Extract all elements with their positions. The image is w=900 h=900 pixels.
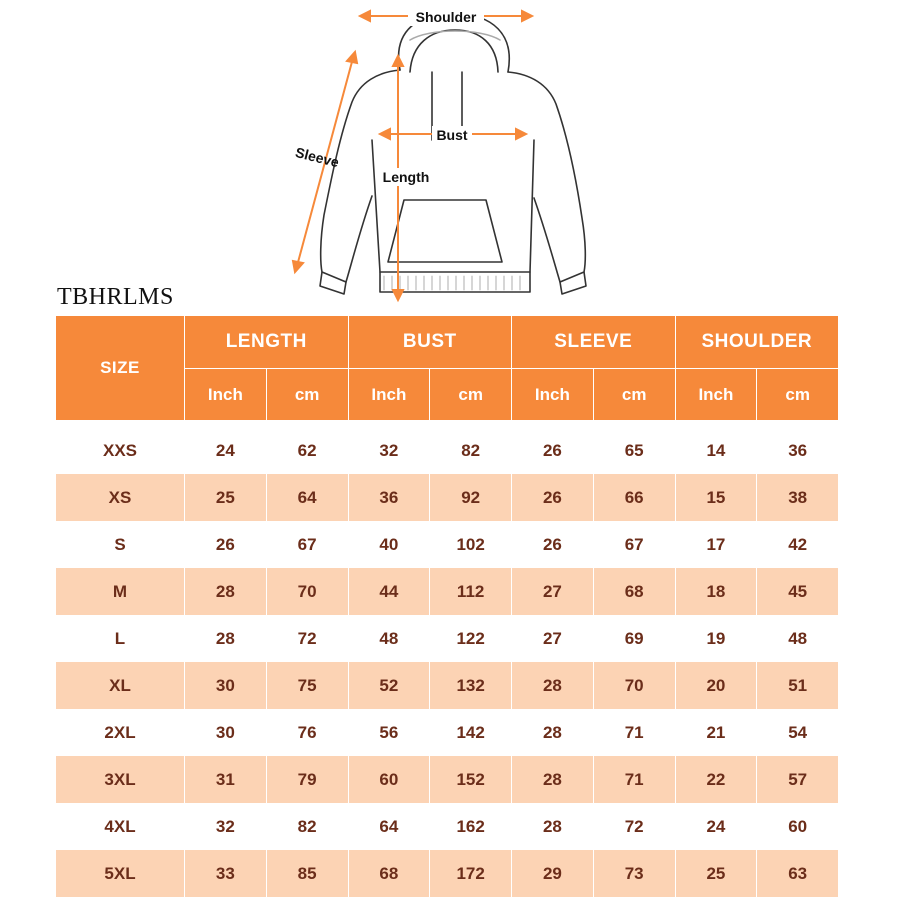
bust-inch-cell: 56	[348, 709, 430, 756]
shoulder-cm-cell: 54	[757, 709, 839, 756]
table-body	[56, 421, 839, 898]
size-cell: XXS	[56, 427, 185, 474]
shoulder-inch-cell: 17	[675, 521, 757, 568]
length-inch-cell: 25	[185, 474, 267, 521]
sleeve-inch-cell: 26	[512, 521, 594, 568]
bust-inch-cell: 32	[348, 427, 430, 474]
bust-inch-cell: 40	[348, 521, 430, 568]
size-chart	[55, 315, 838, 897]
sleeve-group-header: SLEEVE	[512, 316, 676, 369]
sleeve-inch-cell: 28	[512, 756, 594, 803]
shoulder-cm-cell: 38	[757, 474, 839, 521]
length-label: Length	[382, 169, 430, 185]
sleeve-cm-cell: 69	[593, 615, 675, 662]
size-column-header: SIZE	[56, 316, 185, 421]
table-row	[56, 568, 839, 615]
bust-group-header: BUST	[348, 316, 512, 369]
sleeve-cm-cell: 73	[593, 850, 675, 897]
size-cell: 3XL	[56, 756, 185, 803]
bust-label: Bust	[436, 127, 468, 143]
sleeve-cm-cell: 67	[593, 521, 675, 568]
sleeve-inch-cell: 28	[512, 662, 594, 709]
shoulder-cm-cell: 60	[757, 803, 839, 850]
header-row-groups	[56, 316, 839, 369]
length-cm-cell: 72	[266, 615, 348, 662]
size-table	[55, 315, 839, 897]
size-cell: S	[56, 521, 185, 568]
table-row	[56, 427, 839, 474]
length-inch-cell: 30	[185, 709, 267, 756]
sleeve-cm-cell: 71	[593, 756, 675, 803]
shoulder-inch-cell: 19	[675, 615, 757, 662]
length-inch-header: Inch	[185, 369, 267, 421]
sleeve-inch-cell: 26	[512, 427, 594, 474]
bust-inch-cell: 36	[348, 474, 430, 521]
length-inch-cell: 26	[185, 521, 267, 568]
sleeve-inch-cell: 28	[512, 709, 594, 756]
shoulder-inch-cell: 18	[675, 568, 757, 615]
bust-cm-cell: 152	[430, 756, 512, 803]
shoulder-cm-cell: 57	[757, 756, 839, 803]
bust-cm-cell: 112	[430, 568, 512, 615]
size-cell: XS	[56, 474, 185, 521]
bust-cm-cell: 172	[430, 850, 512, 897]
length-inch-cell: 31	[185, 756, 267, 803]
length-cm-cell: 70	[266, 568, 348, 615]
sleeve-inch-header: Inch	[512, 369, 594, 421]
bust-cm-cell: 142	[430, 709, 512, 756]
length-cm-cell: 79	[266, 756, 348, 803]
table-row	[56, 756, 839, 803]
bust-inch-cell: 52	[348, 662, 430, 709]
sleeve-inch-cell: 27	[512, 568, 594, 615]
length-inch-cell: 33	[185, 850, 267, 897]
bust-inch-cell: 68	[348, 850, 430, 897]
sleeve-inch-cell: 29	[512, 850, 594, 897]
size-cell: L	[56, 615, 185, 662]
brand-name: TBHRLMS	[57, 284, 174, 310]
length-inch-cell: 28	[185, 615, 267, 662]
table-row	[56, 850, 839, 897]
length-inch-cell: 30	[185, 662, 267, 709]
sleeve-cm-cell: 68	[593, 568, 675, 615]
size-cell: 5XL	[56, 850, 185, 897]
length-cm-header: cm	[266, 369, 348, 421]
sleeve-cm-cell: 72	[593, 803, 675, 850]
sleeve-inch-cell: 28	[512, 803, 594, 850]
table-row	[56, 474, 839, 521]
bust-inch-cell: 48	[348, 615, 430, 662]
shoulder-inch-cell: 25	[675, 850, 757, 897]
table-row	[56, 803, 839, 850]
shoulder-cm-cell: 36	[757, 427, 839, 474]
sleeve-label: Sleeve	[293, 144, 341, 171]
length-inch-cell: 24	[185, 427, 267, 474]
shoulder-inch-cell: 21	[675, 709, 757, 756]
sleeve-cm-header: cm	[593, 369, 675, 421]
shoulder-group-header: SHOULDER	[675, 316, 839, 369]
shoulder-cm-cell: 51	[757, 662, 839, 709]
shoulder-cm-cell: 48	[757, 615, 839, 662]
shoulder-cm-header: cm	[757, 369, 839, 421]
length-inch-cell: 28	[185, 568, 267, 615]
bust-inch-cell: 44	[348, 568, 430, 615]
length-cm-cell: 67	[266, 521, 348, 568]
sleeve-inch-cell: 26	[512, 474, 594, 521]
bust-cm-header: cm	[430, 369, 512, 421]
sleeve-cm-cell: 66	[593, 474, 675, 521]
length-cm-cell: 64	[266, 474, 348, 521]
table-row	[56, 521, 839, 568]
shoulder-label: Shoulder	[415, 9, 477, 25]
hoodie-illustration	[320, 14, 586, 294]
bust-inch-cell: 60	[348, 756, 430, 803]
table-header	[56, 316, 839, 421]
bust-cm-cell: 82	[430, 427, 512, 474]
hoodie-diagram	[0, 0, 900, 310]
sleeve-inch-cell: 27	[512, 615, 594, 662]
shoulder-inch-cell: 14	[675, 427, 757, 474]
bust-cm-cell: 132	[430, 662, 512, 709]
size-cell: M	[56, 568, 185, 615]
length-cm-cell: 85	[266, 850, 348, 897]
length-cm-cell: 76	[266, 709, 348, 756]
bust-cm-cell: 162	[430, 803, 512, 850]
shoulder-inch-cell: 20	[675, 662, 757, 709]
bust-cm-cell: 92	[430, 474, 512, 521]
shoulder-inch-cell: 15	[675, 474, 757, 521]
shoulder-inch-header: Inch	[675, 369, 757, 421]
length-group-header: LENGTH	[185, 316, 349, 369]
sleeve-cm-cell: 70	[593, 662, 675, 709]
size-cell: XL	[56, 662, 185, 709]
bust-cm-cell: 102	[430, 521, 512, 568]
shoulder-cm-cell: 42	[757, 521, 839, 568]
table-row	[56, 662, 839, 709]
bust-cm-cell: 122	[430, 615, 512, 662]
table-row	[56, 615, 839, 662]
sleeve-cm-cell: 71	[593, 709, 675, 756]
length-inch-cell: 32	[185, 803, 267, 850]
bust-inch-cell: 64	[348, 803, 430, 850]
table-row	[56, 709, 839, 756]
shoulder-cm-cell: 63	[757, 850, 839, 897]
size-cell: 4XL	[56, 803, 185, 850]
shoulder-inch-cell: 24	[675, 803, 757, 850]
length-cm-cell: 82	[266, 803, 348, 850]
sleeve-cm-cell: 65	[593, 427, 675, 474]
size-cell: 2XL	[56, 709, 185, 756]
shoulder-inch-cell: 22	[675, 756, 757, 803]
length-cm-cell: 62	[266, 427, 348, 474]
bust-inch-header: Inch	[348, 369, 430, 421]
length-cm-cell: 75	[266, 662, 348, 709]
shoulder-cm-cell: 45	[757, 568, 839, 615]
